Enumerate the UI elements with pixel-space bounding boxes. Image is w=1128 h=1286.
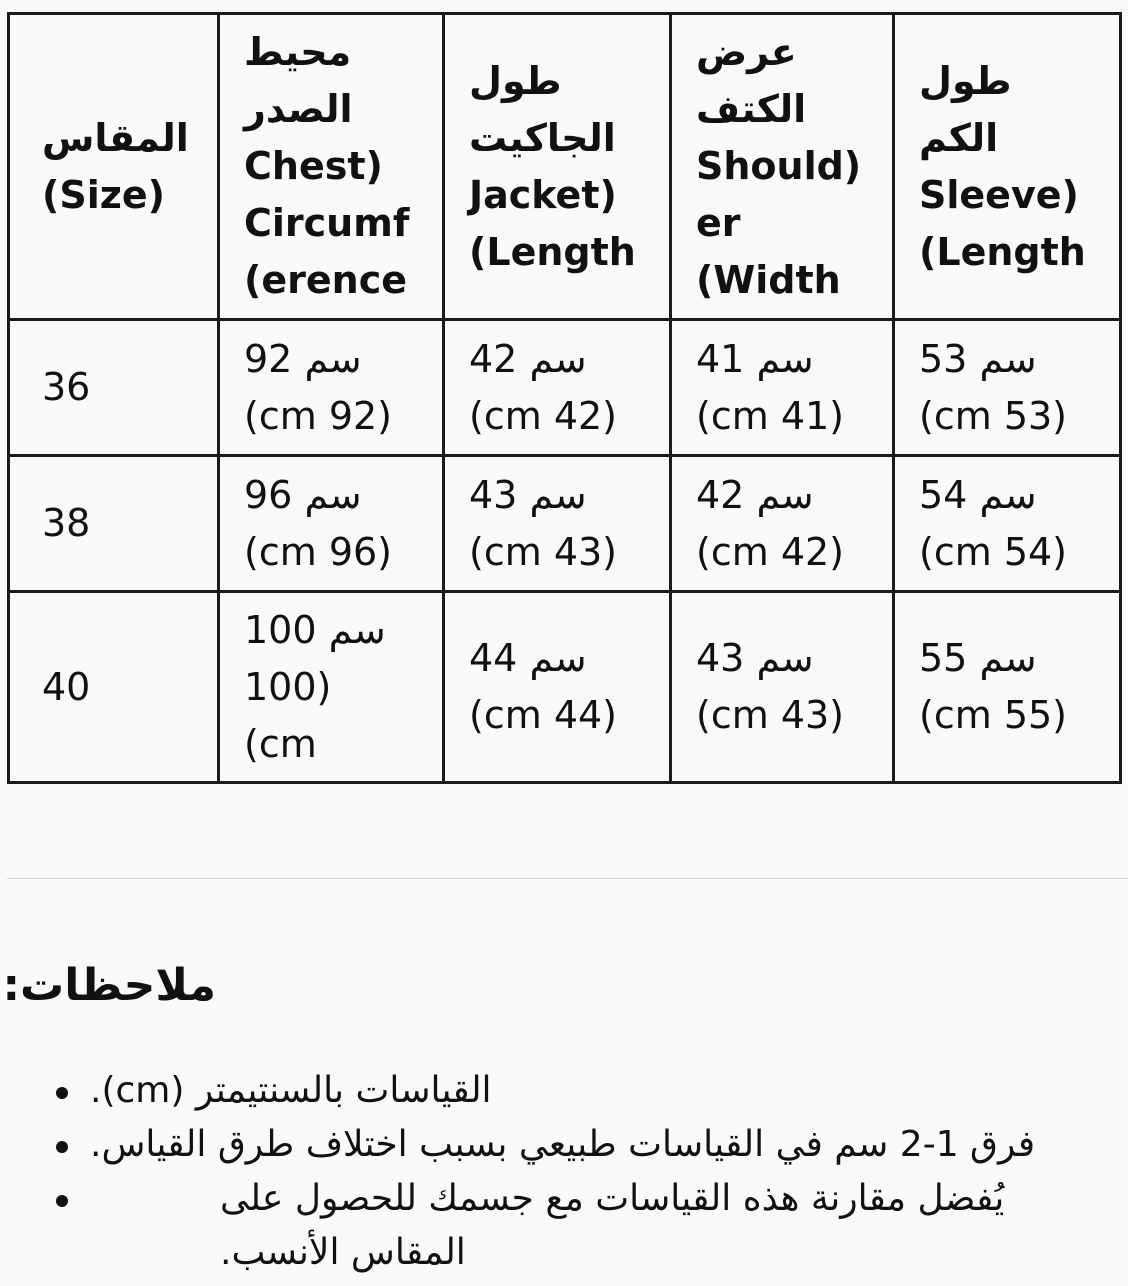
header-chest-circumference xyxy=(219,14,444,320)
cell-shoulder-width xyxy=(671,320,894,456)
list-item xyxy=(90,1172,1100,1280)
cell-size xyxy=(9,456,219,592)
cell-line: (cm 42) xyxy=(696,529,844,574)
cell-chest xyxy=(219,592,444,783)
header-line: (Size) xyxy=(42,172,166,217)
header-line: طول xyxy=(919,58,1012,103)
cell-shoulder-width xyxy=(671,592,894,783)
header-line: طول xyxy=(469,58,562,103)
header-line: الصدر xyxy=(244,87,353,131)
cell-sleeve-length xyxy=(894,456,1121,592)
header-line: (Width xyxy=(696,258,841,302)
cell-line: (cm 53) xyxy=(919,393,1067,438)
cell-line: 54 سم xyxy=(919,472,1037,517)
header-line: Chest) xyxy=(244,144,383,188)
table-row xyxy=(9,592,1121,783)
cell-line: (cm 43) xyxy=(469,529,617,574)
notes-list xyxy=(90,1064,1100,1280)
cell-shoulder-width xyxy=(671,456,894,592)
section-divider xyxy=(7,878,1128,879)
cell-line: 41 سم xyxy=(696,336,814,381)
cell-line: (cm 54) xyxy=(919,529,1067,574)
cell-line: 96 سم xyxy=(244,472,362,517)
cell-line: 100 سم xyxy=(244,607,386,652)
cell-size xyxy=(9,592,219,783)
note-text: القياسات بالسنتيمتر (cm). xyxy=(90,1070,492,1111)
header-line: الجاكيت xyxy=(469,115,616,160)
header-line: (Length xyxy=(919,229,1086,274)
cell-line: 44 سم xyxy=(469,636,587,680)
cell-line: (cm 41) xyxy=(696,393,844,438)
cell-line: 38 xyxy=(42,501,91,545)
cell-line: 100) xyxy=(244,664,332,709)
list-item xyxy=(90,1064,1100,1118)
header-line: Should) xyxy=(696,144,862,188)
bullet-icon xyxy=(56,1087,68,1099)
header-shoulder-width xyxy=(671,14,894,320)
header-line: (erence xyxy=(244,258,408,302)
cell-line: (cm xyxy=(244,721,317,766)
cell-jacket-length xyxy=(444,592,671,783)
header-line: Sleeve) xyxy=(919,172,1079,217)
cell-line: 92 سم xyxy=(244,336,362,381)
cell-jacket-length xyxy=(444,456,671,592)
header-line: Circumf xyxy=(244,201,410,245)
cell-chest xyxy=(219,320,444,456)
bullet-icon xyxy=(56,1141,68,1153)
header-sleeve-length xyxy=(894,14,1121,320)
header-line: Jacket) xyxy=(469,172,617,217)
cell-sleeve-length xyxy=(894,592,1121,783)
cell-jacket-length xyxy=(444,320,671,456)
cell-sleeve-length xyxy=(894,320,1121,456)
bullet-icon xyxy=(56,1195,68,1207)
cell-line: 43 سم xyxy=(696,636,814,680)
cell-line: (cm 44) xyxy=(469,693,617,737)
table-row xyxy=(9,456,1121,592)
cell-line: (cm 43) xyxy=(696,693,844,737)
table-row xyxy=(9,320,1121,456)
header-line: المقاس xyxy=(42,115,189,160)
cell-line: 43 سم xyxy=(469,472,587,517)
cell-size xyxy=(9,320,219,456)
header-line: (Length xyxy=(469,229,636,274)
header-jacket-length xyxy=(444,14,671,320)
cell-line: (cm 96) xyxy=(244,529,392,574)
cell-line: (cm 55) xyxy=(919,693,1067,737)
header-line: er xyxy=(696,201,741,245)
cell-line: 42 سم xyxy=(469,336,587,381)
note-text: يُفضل مقارنة هذه القياسات مع جسمك للحصول على المقاس الأنسب. xyxy=(220,1178,1005,1273)
cell-line: 55 سم xyxy=(919,636,1037,680)
header-line: محيط xyxy=(244,30,352,74)
cell-line: 36 xyxy=(42,365,91,409)
cell-line: 53 سم xyxy=(919,336,1037,381)
size-chart-table xyxy=(7,12,1122,784)
table-header-row xyxy=(9,14,1121,320)
note-text: فرق 1-2 سم في القياسات طبيعي بسبب اختلاف طرق القياس. xyxy=(90,1124,1036,1165)
list-item xyxy=(90,1118,1100,1172)
cell-chest xyxy=(219,456,444,592)
header-line: الكتف xyxy=(696,87,807,131)
notes-heading: ملاحظات: xyxy=(2,960,216,1011)
header-size xyxy=(9,14,219,320)
cell-line: 42 سم xyxy=(696,472,814,517)
header-line: عرض xyxy=(696,30,797,74)
cell-line: (cm 42) xyxy=(469,393,617,438)
header-line: الكم xyxy=(919,115,999,160)
cell-line: (cm 92) xyxy=(244,393,392,438)
cell-line: 40 xyxy=(42,664,91,709)
